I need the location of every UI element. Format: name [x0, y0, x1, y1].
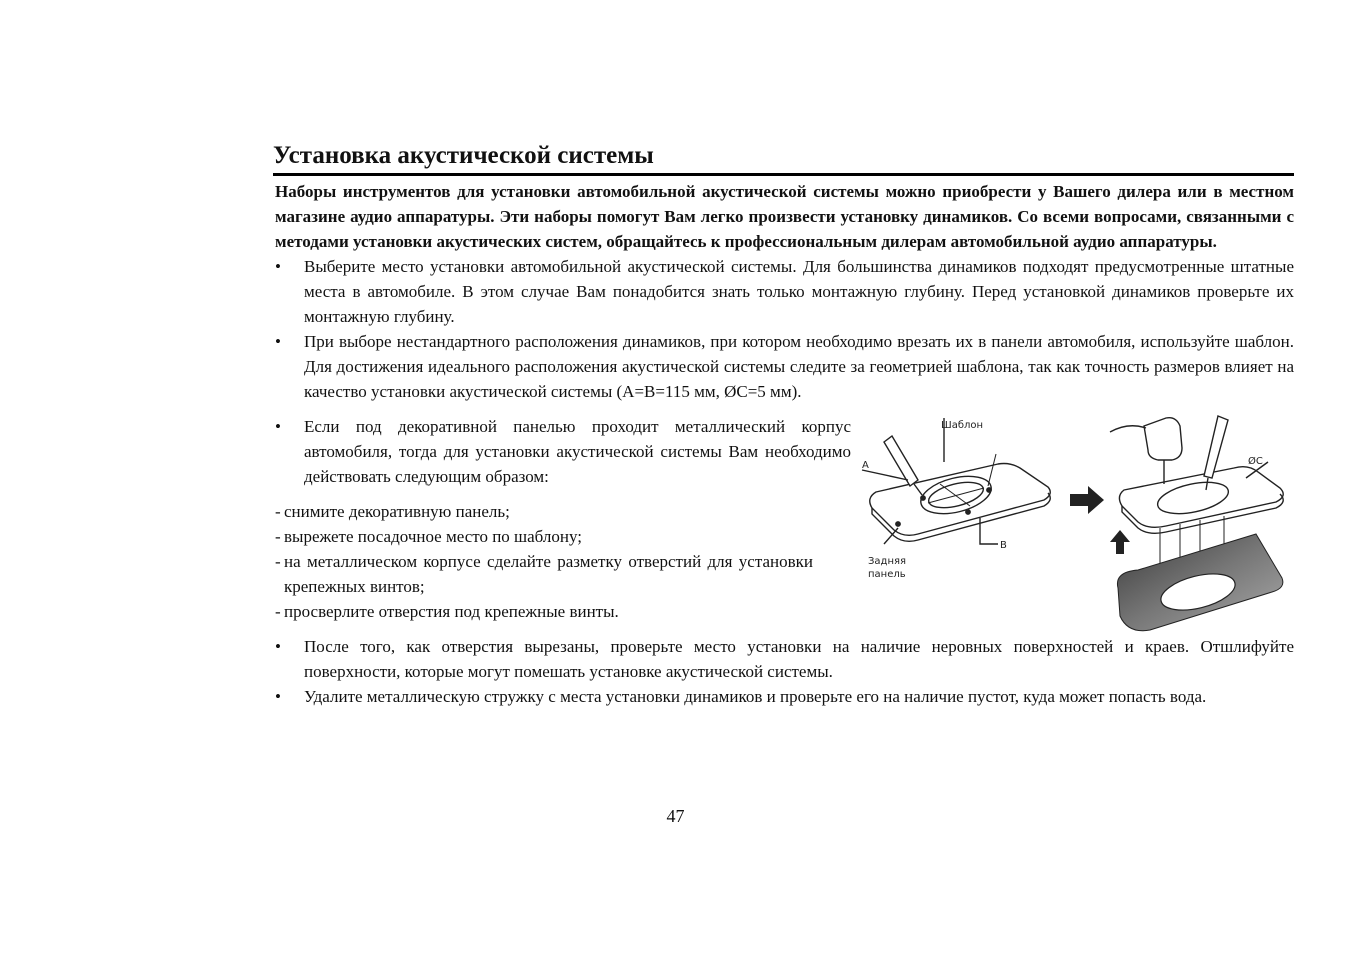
- arrow-right-icon: [1070, 486, 1104, 514]
- step-item: - просверлите отверстия под крепежные винты.: [273, 599, 813, 624]
- list-item: • Выберите место установки автомобильной акустической системы. Для большинства динамиков подходят предусмотренные штатные места в автомобиле. В этом случае Вам понадобится знать только монтажную глубину. Перед установкой динамиков проверьте их монтажную глубину.: [273, 254, 1294, 329]
- title-underline: [273, 173, 1294, 176]
- step-item: - вырежете посадочное место по шаблону;: [273, 524, 813, 549]
- installation-diagram: [848, 402, 1288, 634]
- list-item: • При выборе нестандартного расположения динамиков, при котором необходимо врезать их в панели автомобиля, используйте шаблон. Для достижения идеального расположения акустической системы следите за геометрией шаблона, так как точность размеров влияет на качество установки акустической системы (A=B=115 мм, ØC=5 мм).: [273, 329, 1294, 404]
- step-item: - снимите декоративную панель;: [273, 499, 813, 524]
- label-a: A: [862, 460, 869, 471]
- page-title: Установка акустической системы: [273, 142, 654, 169]
- instructions-with-figure: [273, 414, 1294, 636]
- label-c: ØC: [1248, 456, 1263, 467]
- intro-paragraph: Наборы инструментов для установки автомобильной акустической системы можно приобрести у Вашего дилера или в местном магазине аудио аппаратуры. Эти наборы помогут Вам легко произвести установку динамиков. Со всеми вопросами, связанными с методами установки акустических систем, обращайтесь к профессиональным дилерам автомобильной аудио аппаратуры.: [275, 182, 1294, 251]
- list-item: • Если под декоративной панелью проходит металлический корпус автомобиля, тогда для установки акустической системы Вам необходимо действовать следующим образом:: [273, 414, 851, 489]
- bullet-list-float: [273, 414, 851, 489]
- arrow-up-icon: [1110, 530, 1130, 554]
- float-text: [273, 414, 851, 624]
- list-item: • Удалите металлическую стружку с места установки динамиков и проверьте его на наличие пустот, куда может попасть вода.: [273, 684, 1294, 709]
- list-item: • После того, как отверстия вырезаны, проверьте место установки на наличие неровных поверхностей и краев. Отшлифуйте поверхности, которые могут помешать установке акустической системы.: [273, 634, 1294, 684]
- bullet-list-top: [273, 254, 1294, 404]
- step-item: - на металлическом корпусе сделайте разметку отверстий для установки крепежных винтов;: [273, 549, 813, 599]
- page-content: [273, 140, 1294, 709]
- bullet-list-bottom: [273, 634, 1294, 709]
- label-panel-line2: панель: [868, 569, 906, 580]
- template-panel-illustration: [862, 418, 1050, 544]
- page-number: 47: [666, 806, 685, 826]
- steps-list: [273, 499, 813, 624]
- label-b: B: [1000, 540, 1007, 551]
- label-template: Шаблон: [941, 420, 984, 431]
- label-panel-line1: Задняя: [868, 556, 907, 567]
